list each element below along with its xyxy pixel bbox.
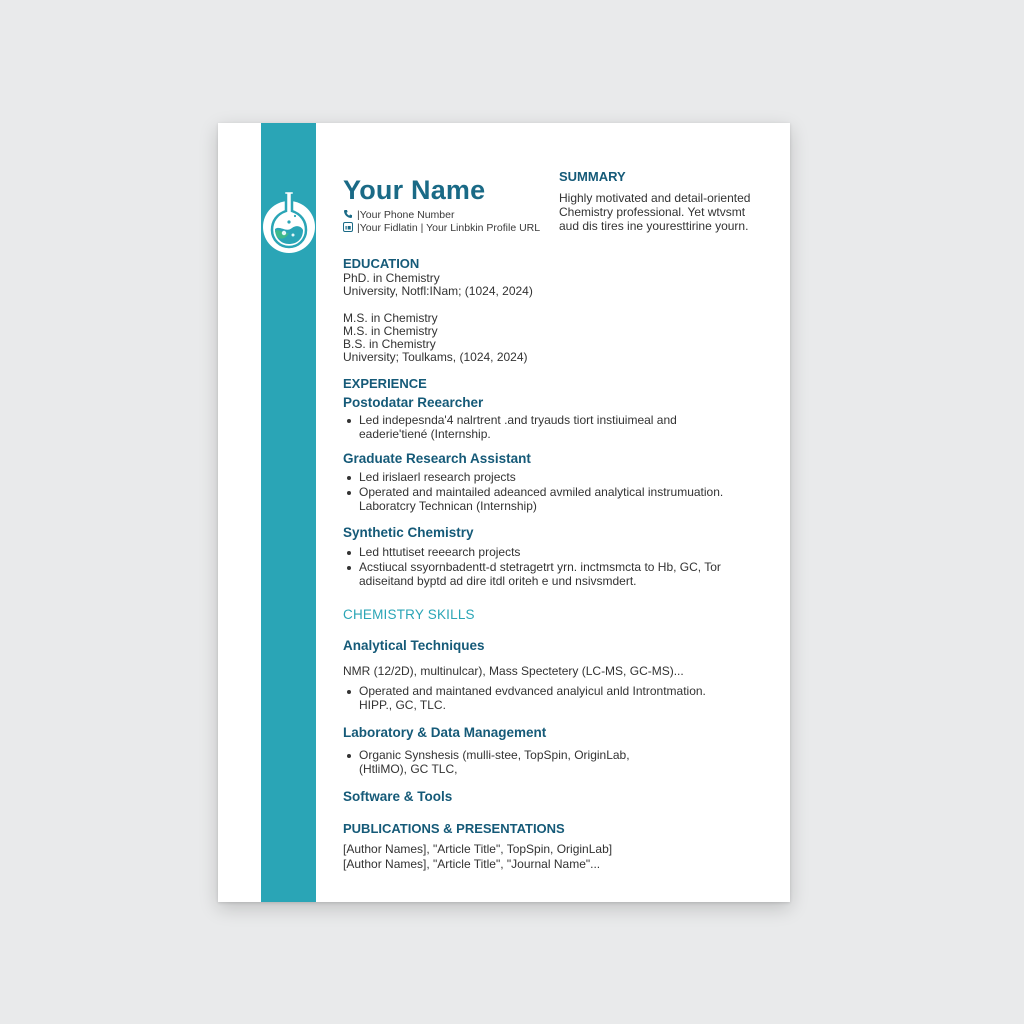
candidate-name: Your Name	[343, 175, 486, 205]
contact-phone-line	[343, 209, 454, 221]
skills-heading: CHEMISTRY SKILLS	[343, 607, 475, 622]
job-bullet: Acstiucal ssyornbadentt-d stetragetrt yrn. inctmsmcta to Hb, GC, Tor adiseitand byptd ad dire itdl oriteh e und nsivsmdert.	[359, 561, 721, 588]
education-line: M.S. in Chemistry	[343, 311, 438, 325]
job-bullet: Led indepesnda'4 nalrtrent .and tryauds tiort instiuimeal and eaderie'tiené (Internship.	[359, 414, 677, 441]
resume-page	[218, 123, 790, 902]
phone-icon	[343, 209, 353, 219]
publication-line: [Author Names], "Article Title", TopSpin, OriginLab]	[343, 842, 613, 856]
contact-links-line	[343, 222, 540, 234]
skill-bullet: Organic Synshesis (mulli-stee, TopSpin, OriginLab, (HtliMO), GC TLC,	[359, 749, 630, 776]
summary-heading: SUMMARY	[559, 169, 626, 184]
linkedin-icon	[343, 222, 353, 232]
education-line: M.S. in Chemistry	[343, 324, 438, 338]
education-line: University; Toulkams, (1024, 2024)	[343, 350, 528, 364]
summary-line: Chemistry professional. Yet wtvsmt	[559, 205, 746, 219]
job-bullet: Operated and maintailed adeanced avmiled analytical instrumuation. Laboratcry Technican (Internship)	[359, 486, 723, 513]
education-line: PhD. in Chemistry	[343, 271, 440, 285]
experience-heading: EXPERIENCE	[343, 376, 427, 391]
skill-bullet: Operated and maintaned evdvanced analyicul anld Introntmation. HIPP., GC, TLC.	[359, 685, 706, 712]
job-bullet: Led httutiset reeearch projects	[359, 546, 520, 560]
education-line: B.S. in Chemistry	[343, 337, 436, 351]
education-heading: EDUCATION	[343, 256, 420, 271]
publication-line: [Author Names], "Article Title", "Journal Name"...	[343, 857, 601, 871]
skill-group-title: Analytical Techniques	[343, 638, 485, 653]
contact-phone: |Your Phone Number	[357, 209, 455, 221]
publications-heading: PUBLICATIONS & PRESENTATIONS	[343, 821, 565, 836]
skill-line: NMR (12/2D), multinulcar), Mass Spectetery (LC-MS, GC-MS)...	[343, 664, 684, 678]
skill-group-title: Laboratory & Data Management	[343, 725, 547, 740]
summary-line: aud dis tires ine youresttirine yourn.	[559, 219, 749, 233]
contact-links: |Your Fidlatin | Your Linbkin Profile URL	[357, 222, 541, 234]
job-title: Graduate Research Assistant	[343, 451, 531, 466]
skill-group-title: Software & Tools	[343, 789, 453, 804]
job-title: Synthetic Chemistry	[343, 525, 474, 540]
summary-line: Highly motivated and detail-oriented	[559, 191, 751, 205]
job-bullet: Led irislaerl research projects	[359, 471, 516, 485]
education-line: University, Notfl:INam; (1024, 2024)	[343, 284, 533, 298]
resume-content	[218, 123, 790, 902]
job-title: Postodatar Reearcher	[343, 395, 484, 410]
